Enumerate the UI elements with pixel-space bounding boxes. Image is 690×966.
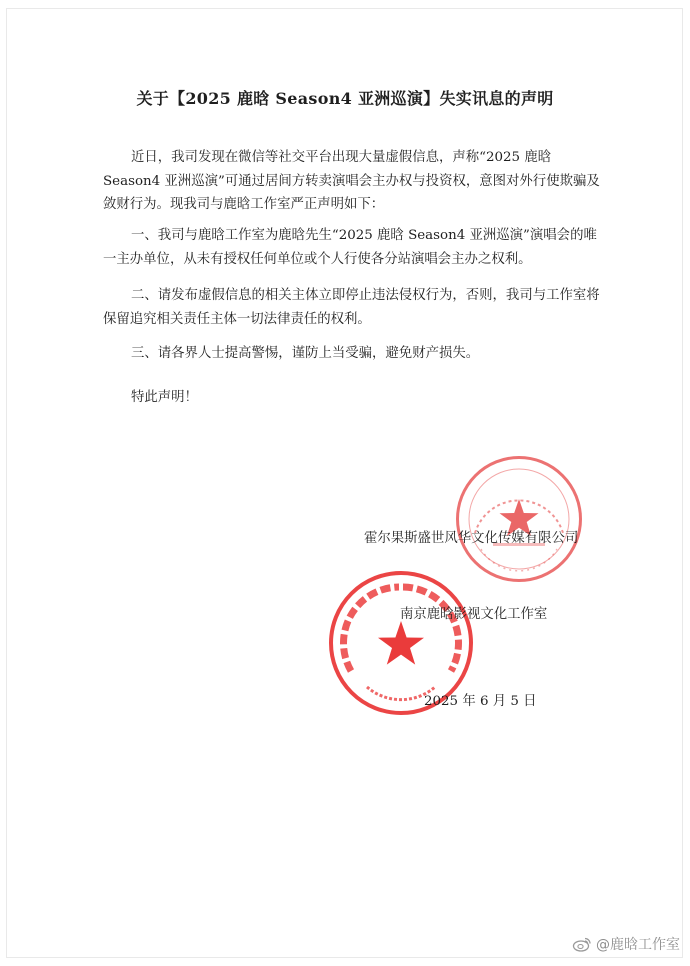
paragraph-point-2: 二、请发布虚假信息的相关主体立即停止违法侵权行为，否则，我司与工作室将保留追究相关责任主体一切法律责任的权利。 [103, 288, 600, 327]
company-seal-graphic [459, 459, 579, 579]
document-title: 关于【2025 鹿晗 Season4 亚洲巡演】失实讯息的声明 [136, 89, 554, 108]
company-seal [456, 456, 582, 582]
paragraph-intro: 近日，我司发现在微信等社交平台出现大量虚假信息，声称“2025 鹿晗 Season4 亚洲巡演”可通过居间方转卖演唱会主办权与投资权，意图对外行使欺骗及敛财行为。现我司与鹿晗工作室严正声明如下： [103, 150, 600, 213]
signatory-company: 霍尔果斯盛世风华文化传媒有限公司 [364, 531, 579, 546]
paragraph-point-1: 一、我司与鹿晗工作室为鹿晗先生“2025 鹿晗 Season4 亚洲巡演”演唱会的唯一主办单位，从未有授权任何单位或个人行使各分站演唱会主办之权利。 [103, 228, 597, 267]
signatory-studio: 南京鹿晗影视文化工作室 [400, 607, 548, 622]
weibo-icon [572, 936, 592, 952]
watermark-text: @鹿晗工作室 [596, 937, 680, 953]
closing-statement: 特此声明！ [131, 390, 198, 405]
document-date: 2025 年 6 月 5 日 [424, 694, 537, 709]
paragraph-point-3: 三、请各界人士提高警惕，谨防上当受骗，避免财产损失。 [131, 346, 480, 361]
weibo-watermark [572, 934, 680, 954]
